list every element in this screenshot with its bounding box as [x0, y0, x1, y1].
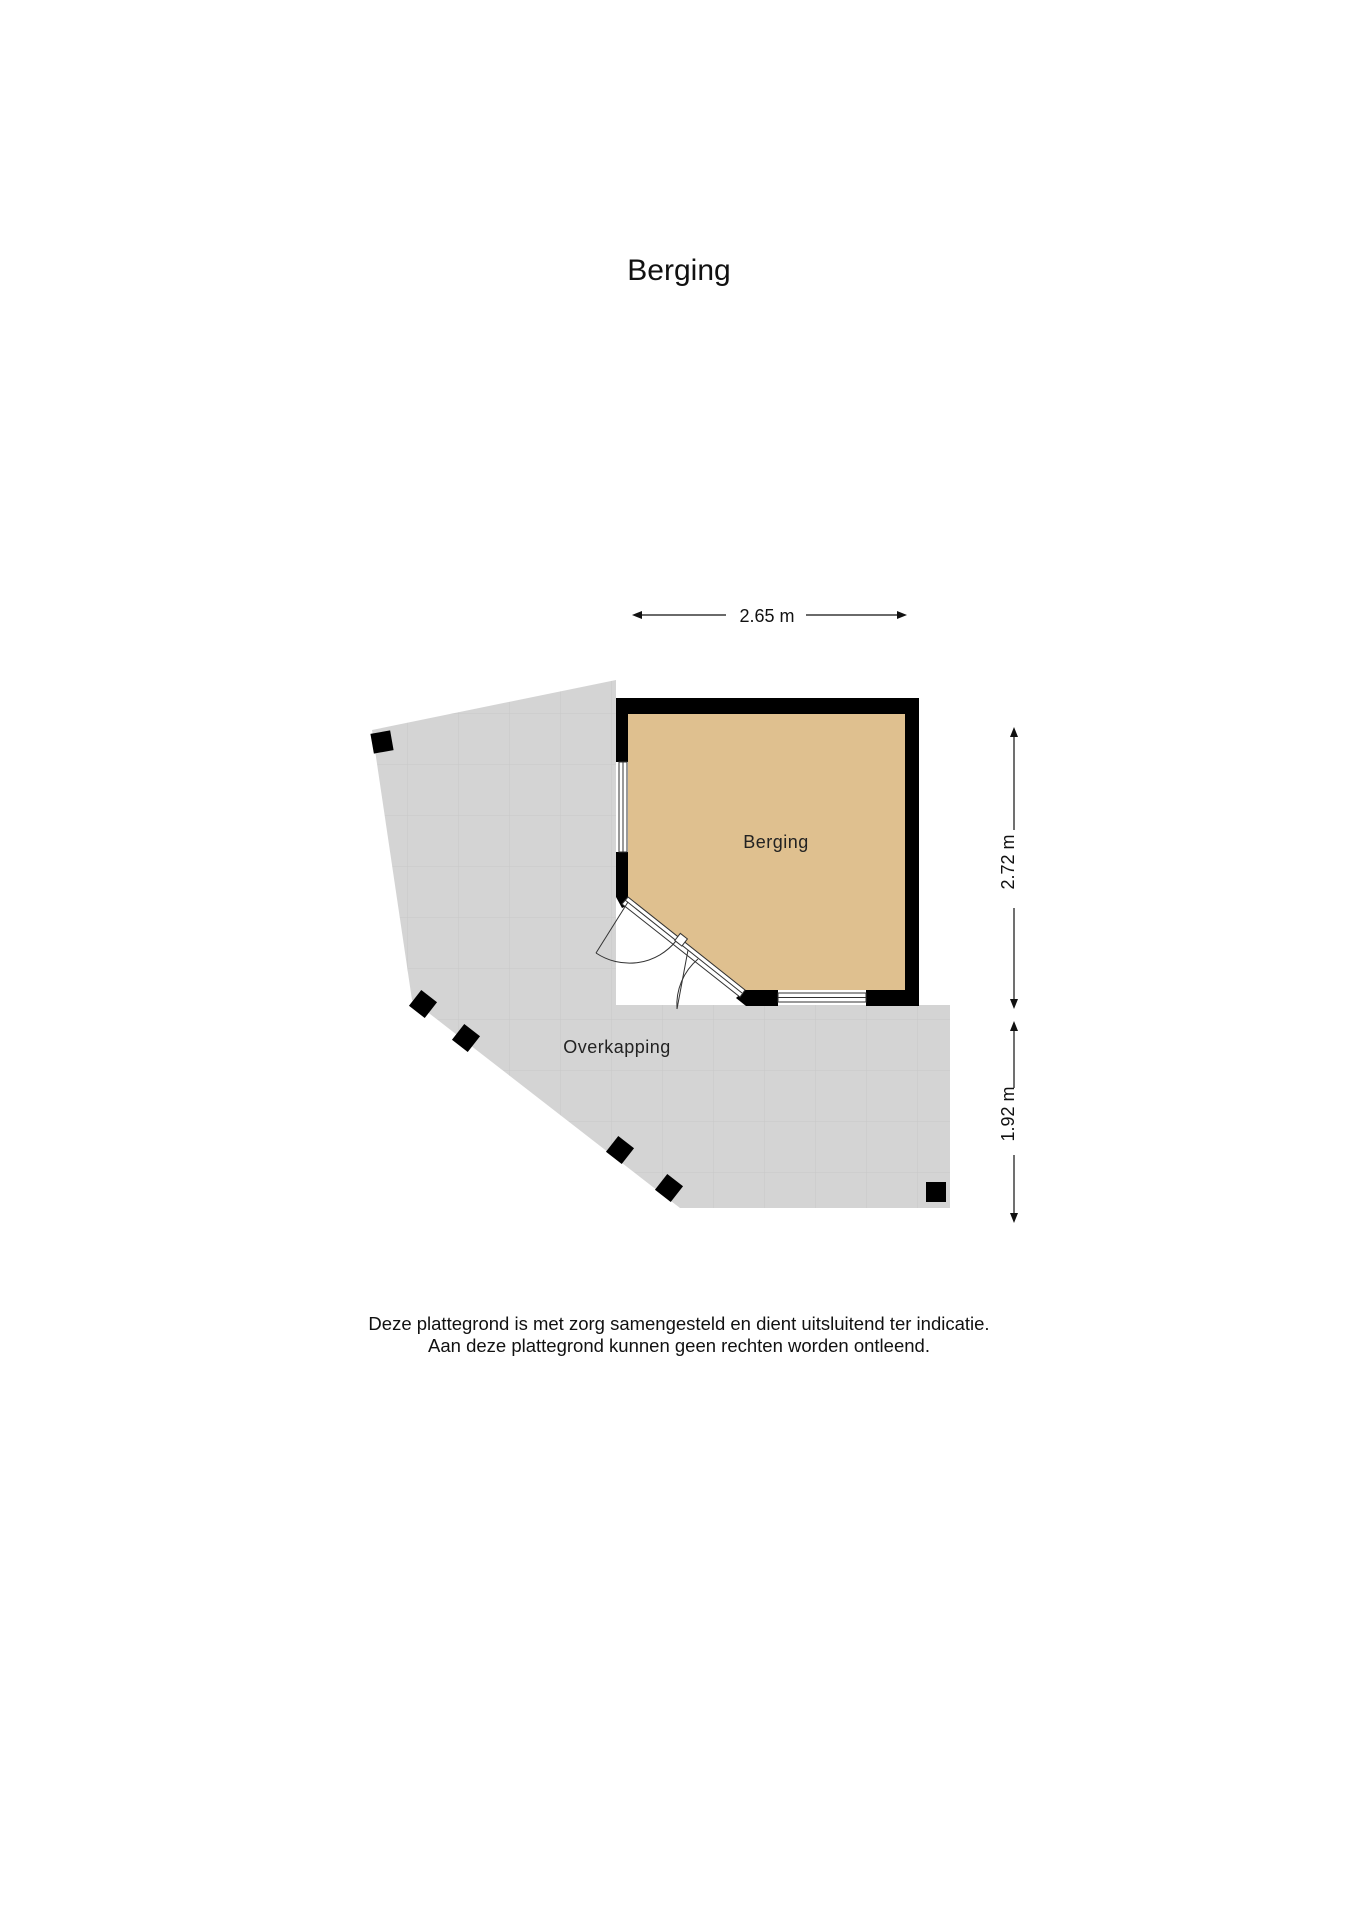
window-left [619, 762, 627, 852]
canopy-label: Overkapping [563, 1037, 671, 1057]
disclaimer-line-2: Aan deze plattegrond kunnen geen rechten worden ontleend. [428, 1335, 930, 1356]
window-bottom [778, 993, 866, 1002]
storage-label: Berging [743, 832, 809, 852]
column [926, 1182, 946, 1202]
dimension-width-label: 2.65 m [739, 606, 795, 626]
column [370, 730, 393, 753]
disclaimer-line-1: Deze plattegrond is met zorg samengesteld en dient uitsluitend ter indicatie. [368, 1313, 990, 1334]
disclaimer [0, 1313, 1358, 1357]
dimension-canopy-depth-label: 1.92 m [998, 1086, 1018, 1142]
storage-floor [628, 714, 905, 990]
dimension-storage-depth-label: 2.72 m [998, 834, 1018, 890]
page-title: Berging [627, 254, 731, 287]
